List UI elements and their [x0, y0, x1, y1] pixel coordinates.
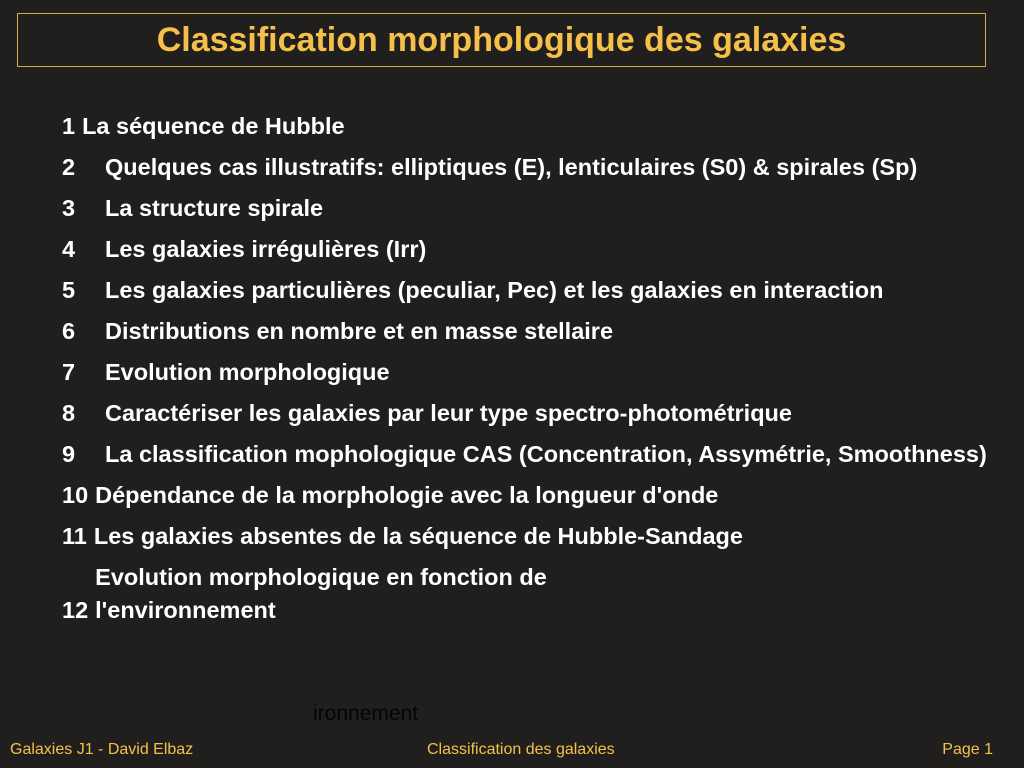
toc-item-number: 6: [62, 318, 76, 344]
toc-item-text: Evolution morphologique: [105, 359, 390, 385]
toc-item-text: Distributions en nombre et en masse stellaire: [105, 318, 614, 344]
toc-item-3: [62, 192, 1002, 225]
ghost-overflow-text: ironnement: [313, 702, 419, 725]
toc-item-text: La structure spirale: [105, 195, 324, 221]
footer-page-number: Page 1: [942, 741, 993, 758]
toc-item-number: 11: [62, 523, 87, 549]
toc-item-5: [62, 274, 1002, 307]
table-of-contents: [62, 110, 1002, 635]
toc-item-number: 12: [62, 597, 89, 623]
slide-title: Classification morphologique des galaxies: [156, 20, 847, 59]
toc-item-9: [62, 438, 1002, 471]
toc-item-10: [62, 479, 1002, 512]
toc-item-11: [62, 520, 1002, 553]
toc-item-number: 9: [62, 441, 76, 467]
toc-item-12: [62, 561, 1002, 627]
toc-item-number: 7: [62, 359, 76, 385]
toc-item-text: Les galaxies irrégulières (Irr): [105, 236, 427, 262]
toc-item-text: Les galaxies absentes de la séquence de Hubble-Sandage: [93, 523, 743, 549]
footer-section: Classification des galaxies: [427, 741, 615, 758]
toc-item-8: [62, 397, 1002, 430]
toc-item-text: Dépendance de la morphologie avec la longueur d'onde: [95, 482, 719, 508]
toc-item-number: 8: [62, 400, 76, 426]
toc-item-text: Quelques cas illustratifs: elliptiques (E), lenticulaires (S0) & spirales (Sp): [105, 154, 918, 180]
slide-footer: [0, 741, 1024, 763]
title-frame: [17, 13, 986, 67]
toc-item-number: 2: [62, 154, 76, 180]
toc-item-text: Les galaxies particulières (peculiar, Pec) et les galaxies en interaction: [105, 277, 884, 303]
toc-item-6: [62, 315, 1002, 348]
toc-item-7: [62, 356, 1002, 389]
toc-item-number: 1: [62, 113, 76, 139]
toc-item-number: 4: [62, 236, 76, 262]
toc-item-number: 3: [62, 195, 76, 221]
toc-item-2: [62, 151, 1002, 184]
footer-author: Galaxies J1 - David Elbaz: [10, 741, 194, 758]
toc-item-text: Caractériser les galaxies par leur type spectro-photométrique: [105, 400, 792, 426]
toc-item-number: 5: [62, 277, 76, 303]
toc-item-text: La classification mophologique CAS (Concentration, Assymétrie, Smoothness): [105, 441, 987, 467]
toc-item-4: [62, 233, 1002, 266]
toc-item-1: [62, 110, 1002, 143]
toc-item-text: Evolution morphologique en fonction de l'environnement: [95, 564, 547, 623]
toc-item-number: 10: [62, 482, 89, 508]
toc-item-text: La séquence de Hubble: [82, 113, 345, 139]
